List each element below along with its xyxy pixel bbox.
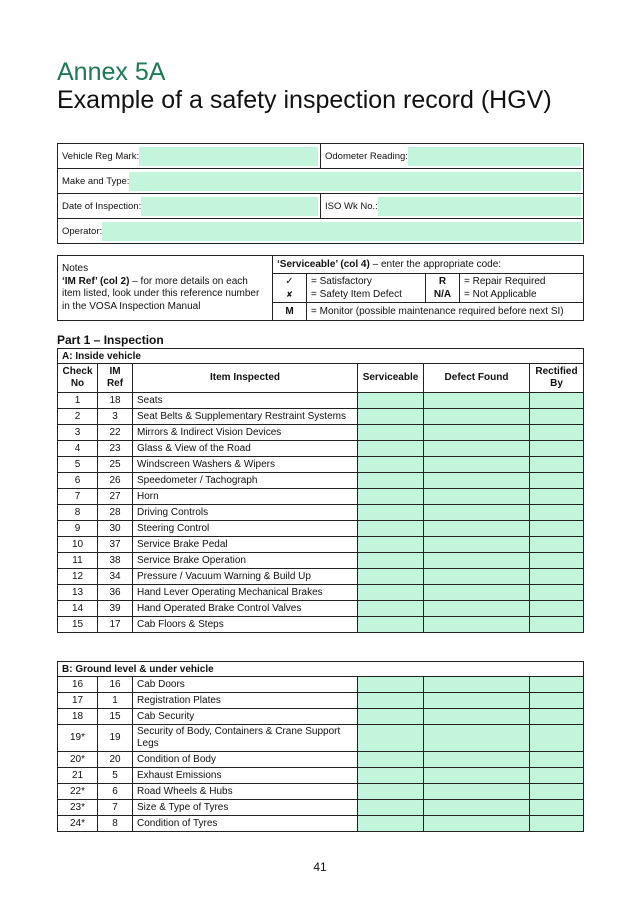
item-cell: Cab Security	[133, 709, 358, 725]
defect-input[interactable]	[424, 441, 530, 457]
table-row	[58, 816, 584, 832]
operator-cell	[58, 219, 584, 244]
item-cell: Hand Operated Brake Control Valves	[133, 601, 358, 617]
table-row	[58, 677, 584, 693]
check-no-cell: 4	[58, 441, 98, 457]
item-cell: Service Brake Pedal	[133, 537, 358, 553]
im-ref-cell: 5	[98, 768, 133, 784]
part1-heading: Part 1 – Inspection	[57, 333, 164, 347]
iso-wk-input[interactable]	[378, 197, 581, 216]
table-row	[58, 393, 584, 409]
cross-icon: ✘	[286, 290, 293, 299]
rectified-input[interactable]	[530, 489, 584, 505]
date-input[interactable]	[141, 197, 318, 216]
rectified-input[interactable]	[530, 521, 584, 537]
im-ref-cell: 17	[98, 617, 133, 633]
im-ref-cell: 26	[98, 473, 133, 489]
table-row	[58, 473, 584, 489]
defect-input[interactable]	[424, 601, 530, 617]
im-ref-cell: 27	[98, 489, 133, 505]
serviceable-input[interactable]	[358, 393, 424, 409]
col-defect: Defect Found	[424, 364, 530, 393]
check-no-cell: 3	[58, 425, 98, 441]
im-ref-cell: 3	[98, 409, 133, 425]
defect-input[interactable]	[424, 393, 530, 409]
make-type-label: Make and Type:	[62, 175, 130, 187]
im-ref-cell: 39	[98, 601, 133, 617]
table-row	[58, 441, 584, 457]
check-no-cell: 17	[58, 693, 98, 709]
item-cell: Glass & View of the Road	[133, 441, 358, 457]
table-row	[58, 725, 584, 752]
section-a-title: A: Inside vehicle	[58, 349, 584, 364]
item-cell: Hand Lever Operating Mechanical Brakes	[133, 585, 358, 601]
make-type-cell	[58, 169, 584, 194]
serviceable-input[interactable]	[358, 816, 424, 832]
defect-input[interactable]	[424, 617, 530, 633]
rectified-input[interactable]	[530, 393, 584, 409]
item-cell: Horn	[133, 489, 358, 505]
defect-input[interactable]	[424, 425, 530, 441]
check-no-cell: 7	[58, 489, 98, 505]
im-ref-text: – for more details on each item listed, look under this reference number in the VOSA Inspection Manual	[62, 275, 260, 312]
col-rectified: Rectified By	[530, 364, 584, 393]
item-cell: Mirrors & Indirect Vision Devices	[133, 425, 358, 441]
defect-input[interactable]	[424, 489, 530, 505]
na-code: N/A	[433, 289, 452, 300]
vehicle-details-table	[57, 143, 584, 244]
letter-meanings	[460, 274, 584, 303]
inspection-table-a	[57, 348, 584, 633]
serviceable-input[interactable]	[358, 617, 424, 633]
item-cell: Security of Body, Containers & Crane Support Legs	[133, 725, 358, 752]
section-b-title: B: Ground level & under vehicle	[58, 662, 584, 677]
item-cell: Speedometer / Tachograph	[133, 473, 358, 489]
date-label: Date of Inspection:	[62, 200, 142, 212]
check-no-cell: 6	[58, 473, 98, 489]
im-ref-cell: 19	[98, 725, 133, 752]
item-cell: Steering Control	[133, 521, 358, 537]
table-row	[58, 553, 584, 569]
check-no-cell: 12	[58, 569, 98, 585]
rectified-input[interactable]	[530, 537, 584, 553]
defect-input[interactable]	[424, 409, 530, 425]
check-no-cell: 2	[58, 409, 98, 425]
col-check-no: Check No	[58, 364, 98, 393]
rectified-input[interactable]	[530, 585, 584, 601]
annex-label: Annex 5A	[57, 58, 166, 86]
table-row	[58, 569, 584, 585]
check-no-cell: 24*	[58, 816, 98, 832]
item-cell: Cab Doors	[133, 677, 358, 693]
im-ref-cell: 37	[98, 537, 133, 553]
table-row	[58, 537, 584, 553]
inspection-table-b	[57, 661, 584, 832]
check-no-cell: 1	[58, 393, 98, 409]
table-row	[58, 709, 584, 725]
im-ref-note	[62, 276, 268, 314]
serviceable-input[interactable]	[358, 505, 424, 521]
r-code: R	[438, 276, 447, 287]
item-cell: Condition of Body	[133, 752, 358, 768]
col-item: Item Inspected	[133, 364, 358, 393]
defect-input[interactable]	[424, 569, 530, 585]
rectified-input[interactable]	[530, 768, 584, 784]
im-ref-bold: ‘IM Ref’ (col 2)	[62, 275, 130, 287]
defect-input[interactable]	[424, 725, 530, 752]
rectified-input[interactable]	[530, 693, 584, 709]
check-no-cell: 15	[58, 617, 98, 633]
check-no-cell: 18	[58, 709, 98, 725]
im-ref-cell: 34	[98, 569, 133, 585]
im-ref-cell: 15	[98, 709, 133, 725]
serviceable-input[interactable]	[358, 521, 424, 537]
rectified-input[interactable]	[530, 473, 584, 489]
serviceable-input[interactable]	[358, 709, 424, 725]
serviceable-input[interactable]	[358, 537, 424, 553]
tick-icon: ✓	[285, 276, 294, 287]
serviceable-input[interactable]	[358, 677, 424, 693]
defect-input[interactable]	[424, 709, 530, 725]
item-cell: Road Wheels & Hubs	[133, 784, 358, 800]
make-type-input[interactable]	[129, 172, 581, 191]
page-title: Example of a safety inspection record (HGV)	[57, 86, 552, 114]
item-cell: Size & Type of Tyres	[133, 800, 358, 816]
defect-input[interactable]	[424, 800, 530, 816]
vehicle-reg-input[interactable]	[139, 147, 318, 166]
rectified-input[interactable]	[530, 425, 584, 441]
defect-input[interactable]	[424, 752, 530, 768]
item-cell: Seat Belts & Supplementary Restraint Systems	[133, 409, 358, 425]
rectified-input[interactable]	[530, 816, 584, 832]
table-row	[58, 585, 584, 601]
table-row	[58, 505, 584, 521]
rectified-input[interactable]	[530, 569, 584, 585]
code-symbols	[273, 274, 307, 303]
table-row	[58, 752, 584, 768]
serviceable-input[interactable]	[358, 601, 424, 617]
defect-input[interactable]	[424, 473, 530, 489]
operator-input[interactable]	[102, 222, 581, 241]
r-meaning: = Repair Required	[464, 276, 546, 287]
rectified-input[interactable]	[530, 617, 584, 633]
odometer-cell	[321, 144, 584, 169]
check-no-cell: 23*	[58, 800, 98, 816]
vehicle-reg-cell	[58, 144, 321, 169]
serviceable-input[interactable]	[358, 409, 424, 425]
defect-input[interactable]	[424, 521, 530, 537]
vehicle-reg-label: Vehicle Reg Mark:	[62, 150, 140, 162]
date-cell	[58, 194, 321, 219]
im-ref-cell: 25	[98, 457, 133, 473]
item-cell: Driving Controls	[133, 505, 358, 521]
im-ref-cell: 30	[98, 521, 133, 537]
notes-cell	[58, 256, 273, 321]
item-cell: Cab Floors & Steps	[133, 617, 358, 633]
rectified-input[interactable]	[530, 601, 584, 617]
table-row	[58, 409, 584, 425]
rectified-input[interactable]	[530, 784, 584, 800]
serviceable-input[interactable]	[358, 585, 424, 601]
item-cell: Seats	[133, 393, 358, 409]
check-no-cell: 16	[58, 677, 98, 693]
defect-input[interactable]	[424, 457, 530, 473]
notes-table	[57, 255, 584, 321]
im-ref-cell: 28	[98, 505, 133, 521]
rectified-input[interactable]	[530, 553, 584, 569]
rectified-input[interactable]	[530, 441, 584, 457]
defect-input[interactable]	[424, 784, 530, 800]
serviceable-input[interactable]	[358, 768, 424, 784]
table-row	[58, 489, 584, 505]
im-ref-cell: 20	[98, 752, 133, 768]
serviceable-input[interactable]	[358, 457, 424, 473]
check-no-cell: 13	[58, 585, 98, 601]
serviceable-input[interactable]	[358, 800, 424, 816]
im-ref-cell: 36	[98, 585, 133, 601]
item-cell: Pressure / Vacuum Warning & Build Up	[133, 569, 358, 585]
check-no-cell: 10	[58, 537, 98, 553]
col-im-ref: IM Ref	[98, 364, 133, 393]
serviceable-input[interactable]	[358, 441, 424, 457]
serviceable-input[interactable]	[358, 569, 424, 585]
check-no-cell: 21	[58, 768, 98, 784]
check-no-cell: 5	[58, 457, 98, 473]
letter-codes	[426, 274, 460, 303]
col-serviceable: Serviceable	[358, 364, 424, 393]
check-no-cell: 9	[58, 521, 98, 537]
check-no-cell: 14	[58, 601, 98, 617]
defect-input[interactable]	[424, 677, 530, 693]
serviceable-input[interactable]	[358, 725, 424, 752]
iso-wk-label: ISO Wk No.:	[325, 200, 378, 212]
table-row	[58, 784, 584, 800]
na-meaning: = Not Applicable	[464, 289, 537, 300]
rectified-input[interactable]	[530, 709, 584, 725]
im-ref-cell: 8	[98, 816, 133, 832]
serviceable-note	[273, 256, 584, 274]
serviceable-input[interactable]	[358, 752, 424, 768]
serviceable-input[interactable]	[358, 425, 424, 441]
table-row	[58, 457, 584, 473]
odometer-label: Odometer Reading:	[325, 150, 408, 162]
rectified-input[interactable]	[530, 505, 584, 521]
check-no-cell: 8	[58, 505, 98, 521]
serviceable-text: – enter the appropriate code:	[369, 259, 502, 270]
im-ref-cell: 22	[98, 425, 133, 441]
check-no-cell: 11	[58, 553, 98, 569]
check-no-cell: 20*	[58, 752, 98, 768]
item-cell: Registration Plates	[133, 693, 358, 709]
odometer-input[interactable]	[408, 147, 581, 166]
table-row	[58, 693, 584, 709]
defect-input[interactable]	[424, 693, 530, 709]
item-cell: Condition of Tyres	[133, 816, 358, 832]
table-row	[58, 617, 584, 633]
rectified-input[interactable]	[530, 409, 584, 425]
im-ref-cell: 7	[98, 800, 133, 816]
im-ref-cell: 18	[98, 393, 133, 409]
check-no-cell: 19*	[58, 725, 98, 752]
operator-label: Operator:	[62, 225, 103, 237]
m-meaning: = Monitor (possible maintenance required before next SI)	[307, 303, 584, 321]
im-ref-cell: 6	[98, 784, 133, 800]
rectified-input[interactable]	[530, 725, 584, 752]
serviceable-input[interactable]	[358, 553, 424, 569]
tick-meaning: = Satisfactory	[311, 276, 372, 287]
defect-input[interactable]	[424, 816, 530, 832]
im-ref-cell: 38	[98, 553, 133, 569]
page-number: 41	[313, 860, 327, 874]
rectified-input[interactable]	[530, 800, 584, 816]
rectified-input[interactable]	[530, 457, 584, 473]
serviceable-input[interactable]	[358, 489, 424, 505]
rectified-input[interactable]	[530, 752, 584, 768]
table-row	[58, 425, 584, 441]
code-meanings	[307, 274, 426, 303]
iso-wk-cell	[321, 194, 584, 219]
cross-meaning: = Safety Item Defect	[311, 289, 402, 300]
im-ref-cell: 1	[98, 693, 133, 709]
table-row	[58, 800, 584, 816]
im-ref-cell: 23	[98, 441, 133, 457]
im-ref-cell: 16	[98, 677, 133, 693]
item-cell: Exhaust Emissions	[133, 768, 358, 784]
rectified-input[interactable]	[530, 677, 584, 693]
serviceable-bold: ‘Serviceable’ (col 4)	[277, 259, 370, 270]
m-code: M	[273, 303, 307, 321]
defect-input[interactable]	[424, 585, 530, 601]
serviceable-input[interactable]	[358, 784, 424, 800]
item-cell: Windscreen Washers & Wipers	[133, 457, 358, 473]
defect-input[interactable]	[424, 553, 530, 569]
table-row	[58, 601, 584, 617]
item-cell: Service Brake Operation	[133, 553, 358, 569]
check-no-cell: 22*	[58, 784, 98, 800]
serviceable-input[interactable]	[358, 693, 424, 709]
defect-input[interactable]	[424, 505, 530, 521]
defect-input[interactable]	[424, 537, 530, 553]
serviceable-input[interactable]	[358, 473, 424, 489]
notes-heading: Notes	[62, 263, 89, 274]
table-row	[58, 768, 584, 784]
defect-input[interactable]	[424, 768, 530, 784]
table-row	[58, 521, 584, 537]
